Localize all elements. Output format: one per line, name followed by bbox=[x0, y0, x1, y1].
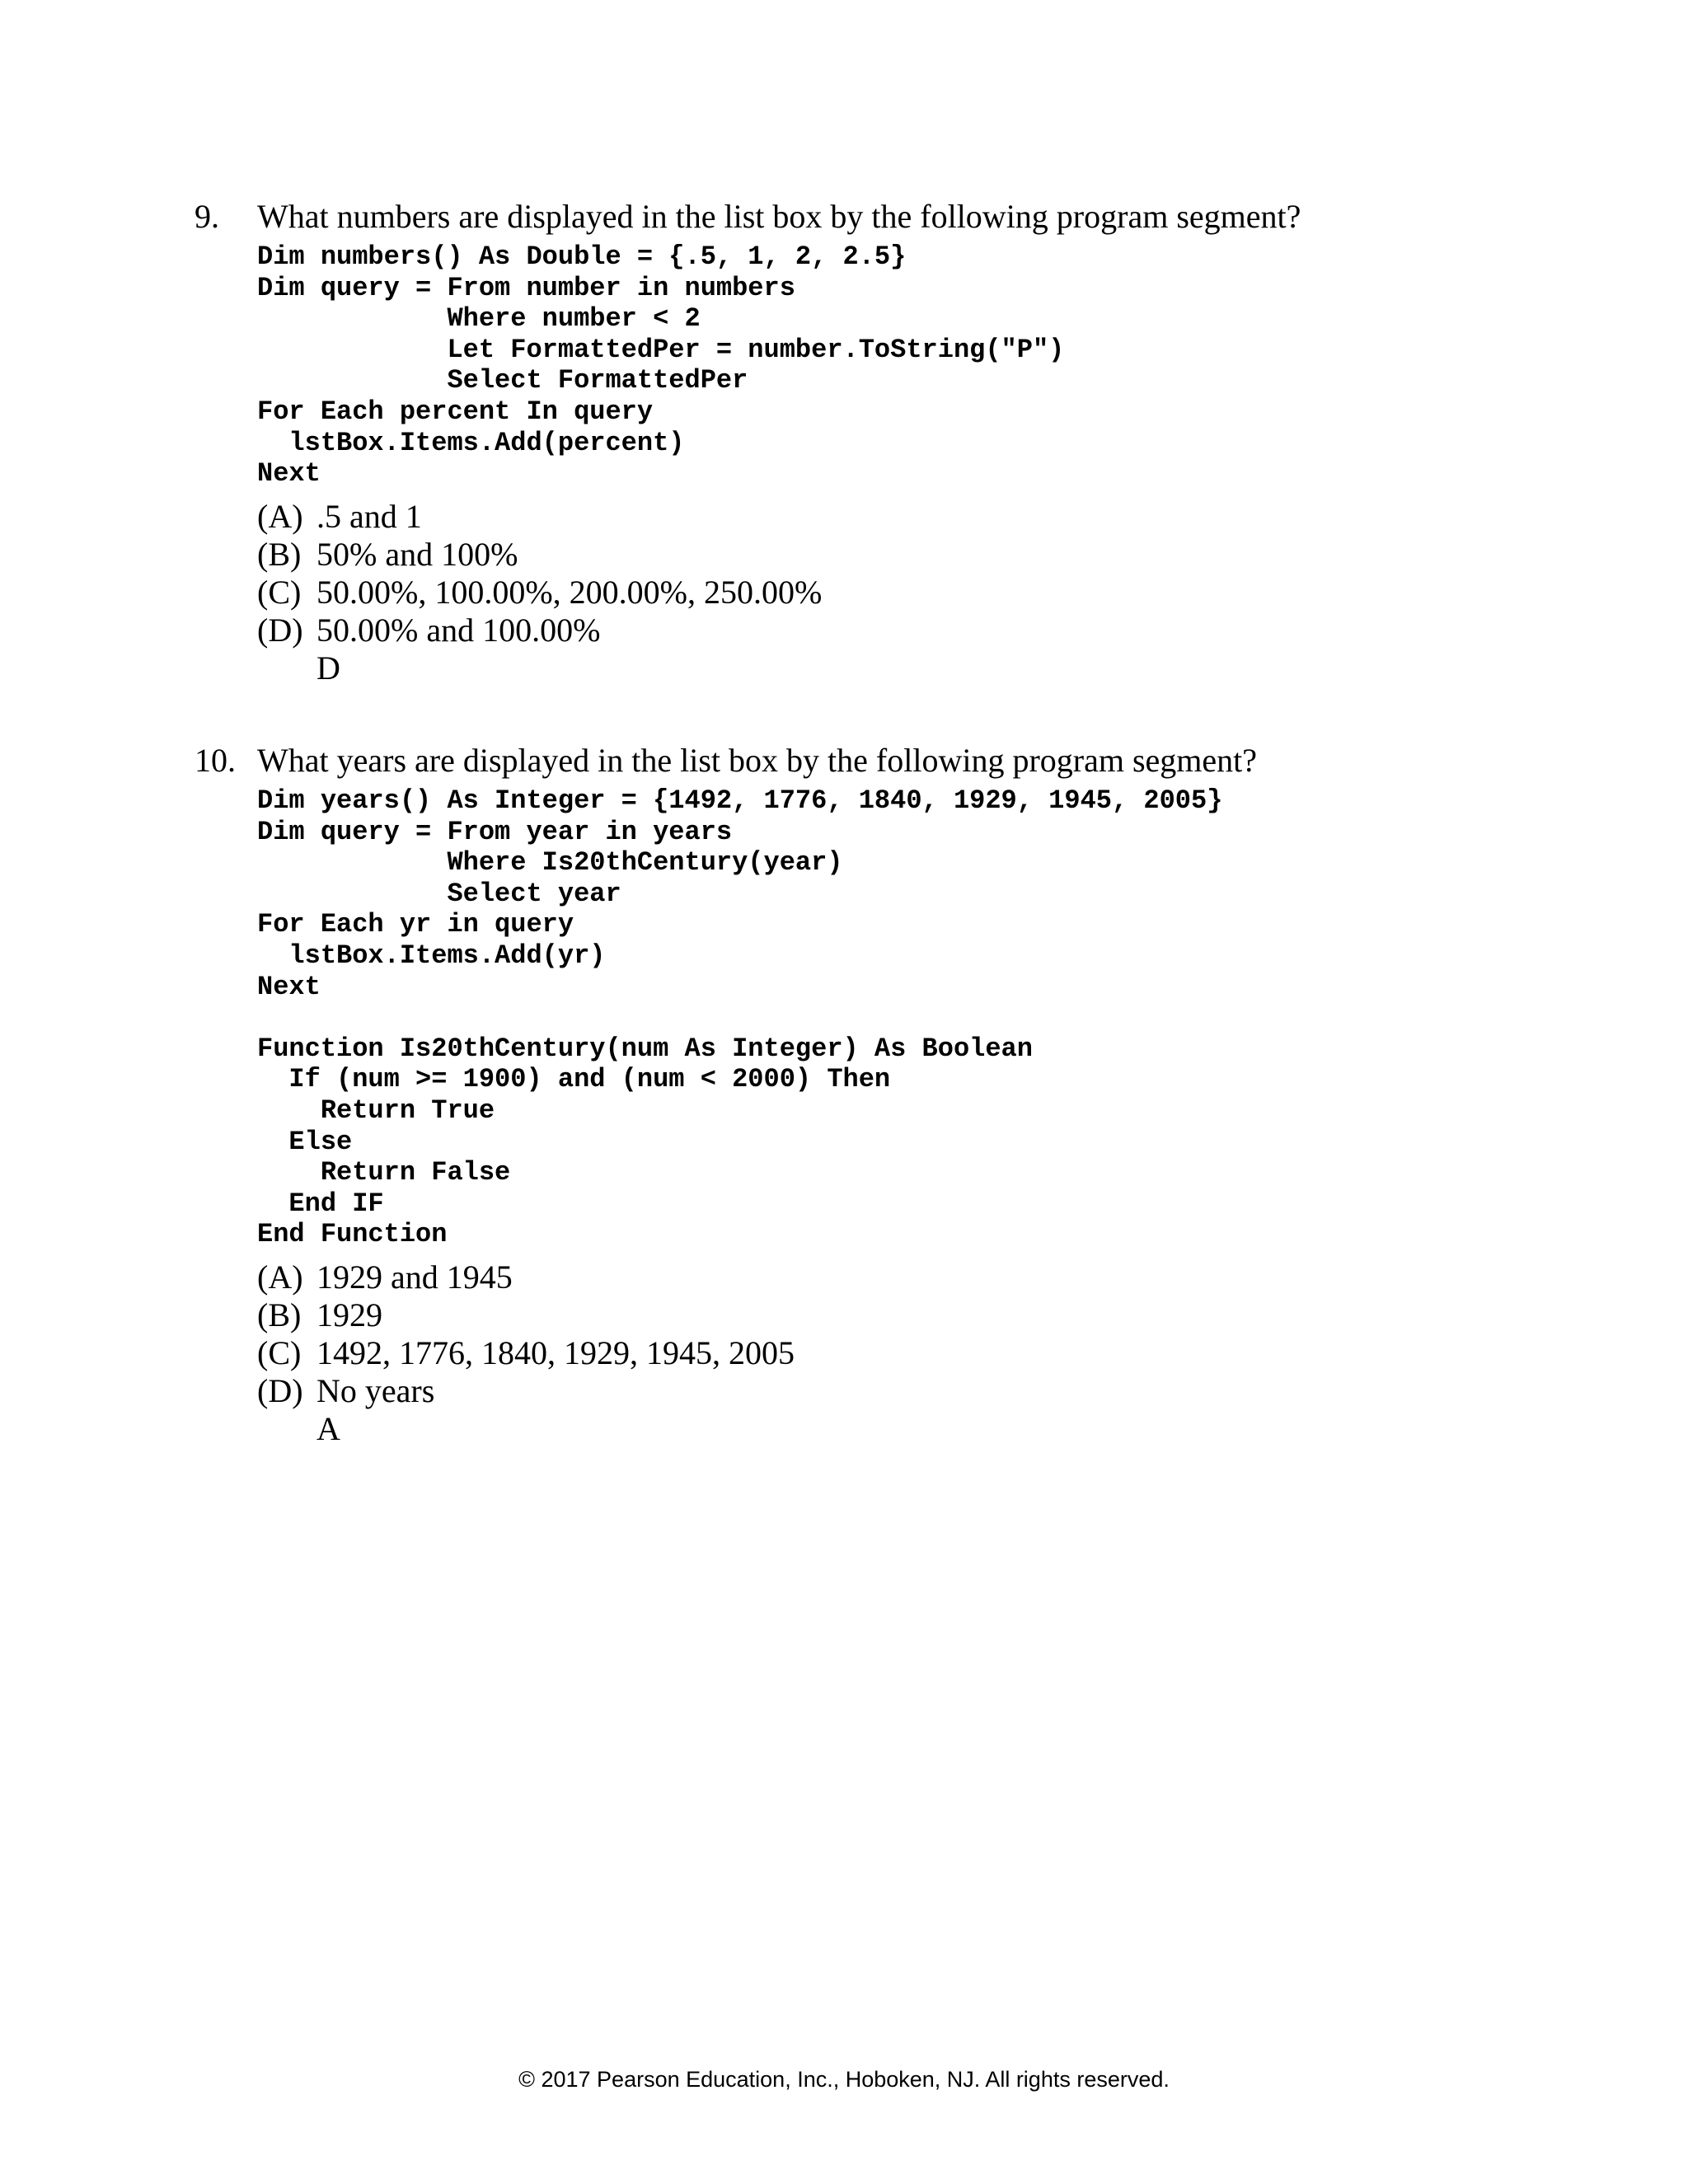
answer-key: D bbox=[316, 649, 340, 687]
choice-text: 1929 bbox=[316, 1296, 382, 1333]
code-line: For Each yr in query bbox=[257, 909, 574, 940]
code-line: Select year bbox=[257, 878, 621, 909]
choice-letter: (B) bbox=[257, 535, 302, 573]
choice-text: 1929 and 1945 bbox=[316, 1258, 513, 1296]
choice-letter: (D) bbox=[257, 611, 303, 649]
question-9 bbox=[195, 195, 1596, 687]
choice-letter: (A) bbox=[257, 497, 303, 535]
question-text: What years are displayed in the list box by the following program segment? bbox=[257, 742, 1258, 779]
code-line: Where Is20thCentury(year) bbox=[257, 847, 843, 879]
answer-choices bbox=[257, 498, 1596, 687]
code-line: Next bbox=[257, 458, 321, 490]
code-line: If (num >= 1900) and (num < 2000) Then bbox=[257, 1064, 891, 1095]
choice-letter: (B) bbox=[257, 1296, 302, 1333]
code-line: Where number < 2 bbox=[257, 303, 701, 335]
code-line: End IF bbox=[257, 1188, 384, 1219]
question-number: 10. bbox=[195, 742, 236, 779]
code-line: Dim query = From year in years bbox=[257, 816, 733, 847]
code-line: lstBox.Items.Add(yr) bbox=[257, 940, 606, 971]
code-line: Function Is20thCentury(num As Integer) As Boolean bbox=[257, 1033, 1033, 1064]
choice-d bbox=[257, 1372, 1596, 1410]
choice-text: 1492, 1776, 1840, 1929, 1945, 2005 bbox=[316, 1333, 795, 1371]
choice-text: 50.00%, 100.00%, 200.00%, 250.00% bbox=[316, 573, 823, 611]
code-line: Dim years() As Integer = {1492, 1776, 1840, 1929, 1945, 2005} bbox=[257, 785, 1223, 816]
choice-letter: (D) bbox=[257, 1371, 303, 1409]
code-line: Next bbox=[257, 971, 321, 1002]
code-line: Else bbox=[257, 1126, 353, 1157]
choice-letter: (A) bbox=[257, 1258, 303, 1296]
choice-text: 50.00% and 100.00% bbox=[316, 611, 601, 649]
choice-c bbox=[257, 1334, 1596, 1372]
choice-d bbox=[257, 612, 1596, 649]
choice-letter: (C) bbox=[257, 1333, 302, 1371]
question-header bbox=[195, 195, 1596, 238]
choice-c bbox=[257, 574, 1596, 612]
choice-text: No years bbox=[316, 1371, 435, 1409]
choice-b bbox=[257, 536, 1596, 574]
code-line: Dim numbers() As Double = {.5, 1, 2, 2.5} bbox=[257, 241, 907, 272]
copyright-footer: © 2017 Pearson Education, Inc., Hoboken, NJ. All rights reserved. bbox=[518, 2067, 1170, 2092]
answer-choices bbox=[257, 1258, 1596, 1448]
code-line: Return True bbox=[257, 1094, 495, 1126]
code-line: Dim query = From number in numbers bbox=[257, 272, 795, 303]
code-line: Return False bbox=[257, 1157, 511, 1188]
question-header bbox=[195, 739, 1596, 782]
choice-letter: (C) bbox=[257, 573, 302, 611]
code-block bbox=[257, 785, 1596, 1250]
code-block bbox=[257, 241, 1596, 490]
question-10 bbox=[195, 739, 1596, 1448]
choice-text: 50% and 100% bbox=[316, 535, 518, 573]
code-line: For Each percent In query bbox=[257, 396, 654, 427]
choice-a bbox=[257, 498, 1596, 536]
choice-b bbox=[257, 1296, 1596, 1334]
code-line: End Function bbox=[257, 1219, 448, 1250]
question-number: 9. bbox=[195, 198, 219, 235]
code-line: Let FormattedPer = number.ToString("P") bbox=[257, 334, 1065, 365]
answer-key: A bbox=[316, 1409, 340, 1447]
code-line: Select FormattedPer bbox=[257, 365, 748, 396]
question-text: What numbers are displayed in the list box by the following program segment? bbox=[257, 198, 1301, 235]
choice-a bbox=[257, 1258, 1596, 1296]
choice-text: .5 and 1 bbox=[316, 497, 422, 535]
code-line bbox=[257, 1002, 1596, 1033]
code-line: lstBox.Items.Add(percent) bbox=[257, 427, 685, 458]
